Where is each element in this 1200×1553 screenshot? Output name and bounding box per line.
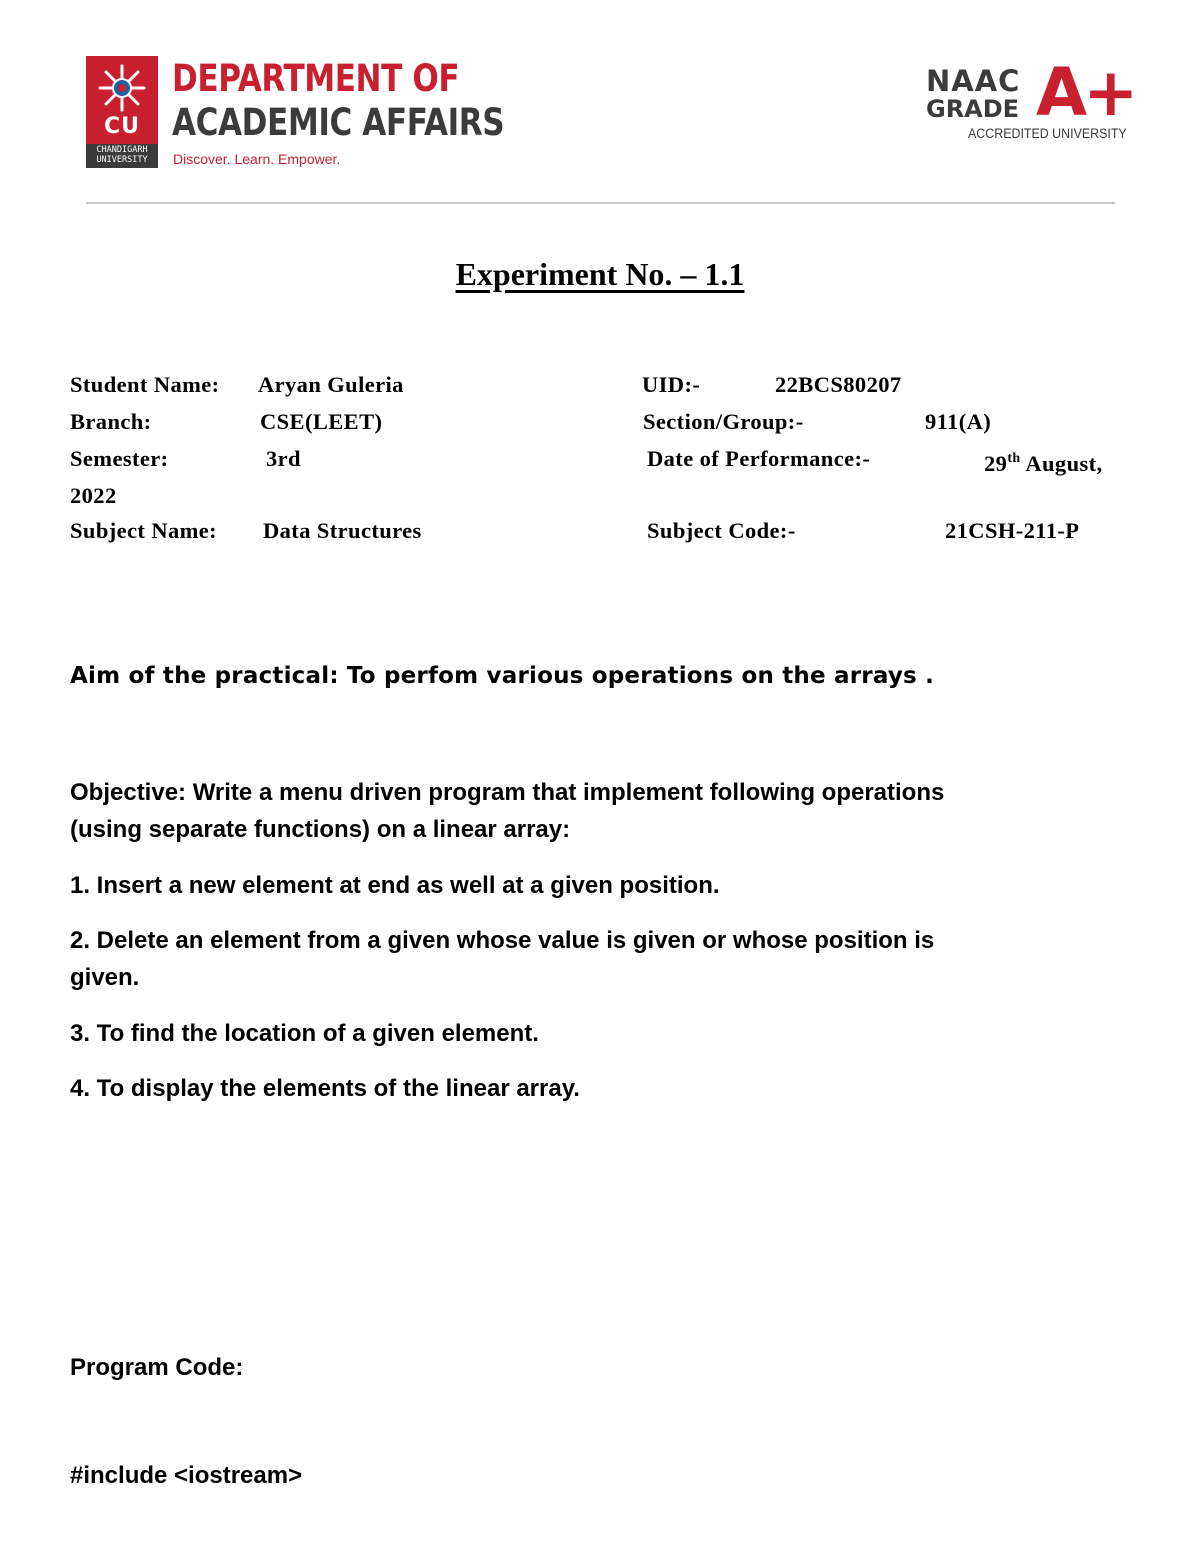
list-item: 3. To find the location of a given element.	[70, 1020, 539, 1047]
objective-line: (using separate functions) on a linear array:	[70, 816, 571, 843]
logo-abbr: CU	[103, 114, 140, 139]
naac-grade-label: GRADE	[926, 95, 1020, 123]
aim-heading: Aim of the practical: To perfom various operations on the arrays .	[70, 663, 935, 689]
list-item	[70, 922, 934, 996]
subject-name-label: Subject Name:	[70, 518, 218, 543]
list-item: 4. To display the elements of the linear array.	[70, 1075, 580, 1102]
experiment-title-text: Experiment No. – 1.1	[455, 256, 745, 292]
header-divider	[86, 202, 1115, 204]
section-value: 911(A)	[925, 409, 992, 434]
snowflake-emblem-icon	[96, 62, 148, 114]
date-year: 2022	[70, 483, 117, 508]
code-line: #include <iostream>	[70, 1462, 303, 1489]
branch-value: CSE(LEET)	[260, 409, 383, 434]
date-day: 29	[984, 451, 1008, 476]
uid-label: UID:-	[642, 372, 701, 397]
list-item-line: given.	[70, 964, 140, 991]
semester-label: Semester:	[70, 446, 169, 471]
logo-university-line: CHANDIGARH	[96, 145, 148, 155]
uid-value: 22BCS80207	[775, 372, 902, 397]
list-item-line: 2. Delete an element from a given whose value is given or whose position is	[70, 927, 935, 954]
naac-grade-value: A+	[1036, 54, 1135, 131]
date-value	[984, 446, 1103, 477]
date-month: August,	[1025, 451, 1103, 476]
subject-code-value: 21CSH-211-P	[945, 518, 1080, 543]
tagline: Discover. Learn. Empower.	[173, 151, 341, 167]
experiment-title	[0, 256, 1200, 293]
department-title-line1: DEPARTMENT OF	[172, 57, 460, 100]
list-item: 1. Insert a new element at end as well at a given position.	[70, 872, 720, 899]
objective-paragraph	[70, 774, 944, 848]
semester-value: 3rd	[266, 446, 301, 471]
student-name-value: Aryan Guleria	[258, 372, 404, 397]
student-name-label: Student Name:	[70, 372, 220, 397]
program-code-heading: Program Code:	[70, 1354, 244, 1381]
logo-university-line: UNIVERSITY	[96, 155, 148, 165]
section-label: Section/Group:-	[643, 409, 804, 434]
date-suffix: th	[1007, 451, 1021, 466]
naac-label: NAAC	[926, 64, 1021, 98]
department-title-line2: ACADEMIC AFFAIRS	[172, 101, 505, 144]
cu-logo	[86, 56, 158, 168]
subject-code-label: Subject Code:-	[647, 518, 796, 543]
objective-line: Objective: Write a menu driven program that implement following operations	[70, 779, 945, 806]
date-label: Date of Performance:-	[647, 446, 871, 471]
naac-accredited-text: ACCREDITED UNIVERSITY	[968, 126, 1127, 141]
branch-label: Branch:	[70, 409, 152, 434]
subject-name-value: Data Structures	[263, 518, 422, 543]
